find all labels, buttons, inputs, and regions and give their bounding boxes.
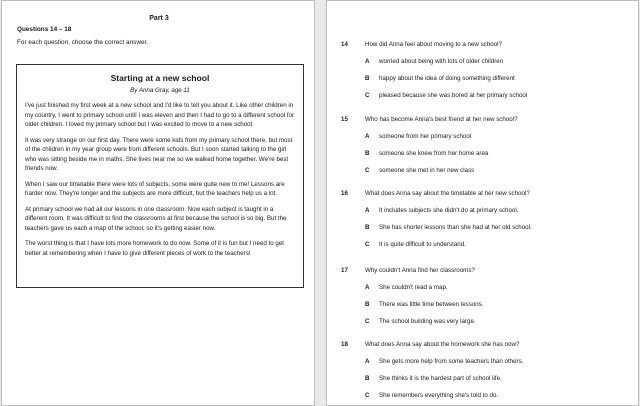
option-letter: A [365, 358, 370, 365]
option-text: happy about the idea of doing something different [379, 75, 515, 82]
option-text: She couldn't read a map. [379, 284, 448, 291]
question-text: Who has become Anna's best friend at her new school? [365, 116, 518, 123]
option-letter: A [365, 207, 370, 214]
option-letter: A [365, 58, 370, 65]
question-15 [341, 115, 631, 175]
option-b[interactable] [341, 149, 631, 158]
question-number: 14 [341, 41, 348, 48]
question-text: What does Anna say about the homework she has now? [365, 341, 520, 348]
option-text: There was little time between lessons. [379, 301, 484, 308]
article-title: Starting at a new school [110, 73, 210, 83]
question-number: 16 [341, 190, 348, 197]
option-b[interactable] [341, 74, 631, 83]
option-a[interactable] [341, 206, 631, 215]
article-box [16, 64, 304, 288]
option-letter: C [365, 241, 370, 248]
option-letter: B [365, 224, 370, 231]
option-c[interactable] [341, 391, 631, 400]
option-a[interactable] [341, 283, 631, 292]
question-text: What does Anna say about the timetable at her new school? [365, 190, 530, 197]
option-letter: C [365, 318, 370, 325]
question-range: Questions 14 – 18 [17, 26, 72, 33]
article-byline: By Anna Gray, age 11 [130, 87, 190, 94]
option-a[interactable] [341, 57, 631, 66]
question-16 [341, 189, 631, 249]
option-letter: B [365, 375, 370, 382]
option-text: pleased because she was bored at her primary school [379, 92, 528, 99]
left-page [1, 0, 315, 406]
option-b[interactable] [341, 374, 631, 383]
option-letter: A [365, 133, 370, 140]
article-paragraph: It was very strange on our first day. There were some kids from my primary school there, but most of the children in my year group were from different schools. But I soon started talking to the girl who was sitting beside me in maths. She lives near me so we walked home together. We're best friends now. [25, 136, 293, 172]
option-a[interactable] [341, 357, 631, 366]
article-paragraph: The worst thing is that I have lots more homework to do now. Some of it is fun but I need to get better at remembering when I have to give different pieces of work to the teachers! [25, 240, 284, 257]
article-paragraph: I've just finished my first week at a new school and I'd like to tell you about it. Like other children in my country, I went to primary school until I was eleven and then I had to go to a different school for older children. I loved my primary school but I was excited to move to a new school. [25, 102, 295, 128]
option-letter: A [365, 284, 370, 291]
question-number: 17 [341, 267, 348, 274]
option-text: someone she knew from her home area [379, 150, 489, 157]
question-text: Why couldn't Anna find her classrooms? [365, 267, 475, 274]
option-text: It includes subjects she didn't do at primary school. [379, 207, 519, 214]
option-text: She has shorter lessons than she had at her old school. [379, 224, 532, 231]
option-b[interactable] [341, 300, 631, 309]
option-text: worried about being with lots of older children [379, 58, 504, 65]
option-letter: B [365, 75, 370, 82]
option-c[interactable] [341, 317, 631, 326]
option-b[interactable] [341, 223, 631, 232]
instruction: For each question, choose the correct answer. [17, 39, 149, 46]
option-letter: C [365, 392, 370, 399]
option-letter: B [365, 301, 370, 308]
option-a[interactable] [341, 132, 631, 141]
question-18 [341, 340, 631, 400]
option-c[interactable] [341, 166, 631, 175]
option-text: She remembers everything she's told to do. [379, 392, 499, 399]
option-text: She thinks it is the hardest part of school life. [379, 375, 502, 382]
right-page [326, 0, 639, 406]
option-letter: B [365, 150, 370, 157]
option-text: someone she met in her new class [379, 167, 475, 174]
article-paragraph: When I saw our timetable there were lots of subjects, some were quite new to me! Lessons are harder now. They're longer and the subjects are more difficult, but the teachers help us a lot. [25, 180, 285, 197]
question-17 [341, 266, 631, 326]
option-text: She gets more help from some teachers than others. [379, 358, 524, 365]
question-text: How did Anna feel about moving to a new school? [365, 41, 502, 48]
option-text: someone from her primary school [379, 133, 472, 140]
option-letter: C [365, 92, 370, 99]
part-title: Part 3 [149, 15, 169, 22]
article-paragraph: At primary school we had all our lessons in one classroom. Now each subject is taught in a different room. It was difficult to find the classrooms at first because the school is so big. But the teachers gave us each a map of the school, so it's getting easier now. [25, 205, 287, 232]
question-number: 15 [341, 116, 348, 123]
option-text: It is quite difficult to understand. [379, 241, 466, 248]
option-c[interactable] [341, 240, 631, 249]
option-text: The school building was very large. [379, 318, 476, 325]
question-number: 18 [341, 341, 348, 348]
option-letter: C [365, 167, 370, 174]
option-c[interactable] [341, 91, 631, 100]
question-14 [341, 40, 631, 100]
